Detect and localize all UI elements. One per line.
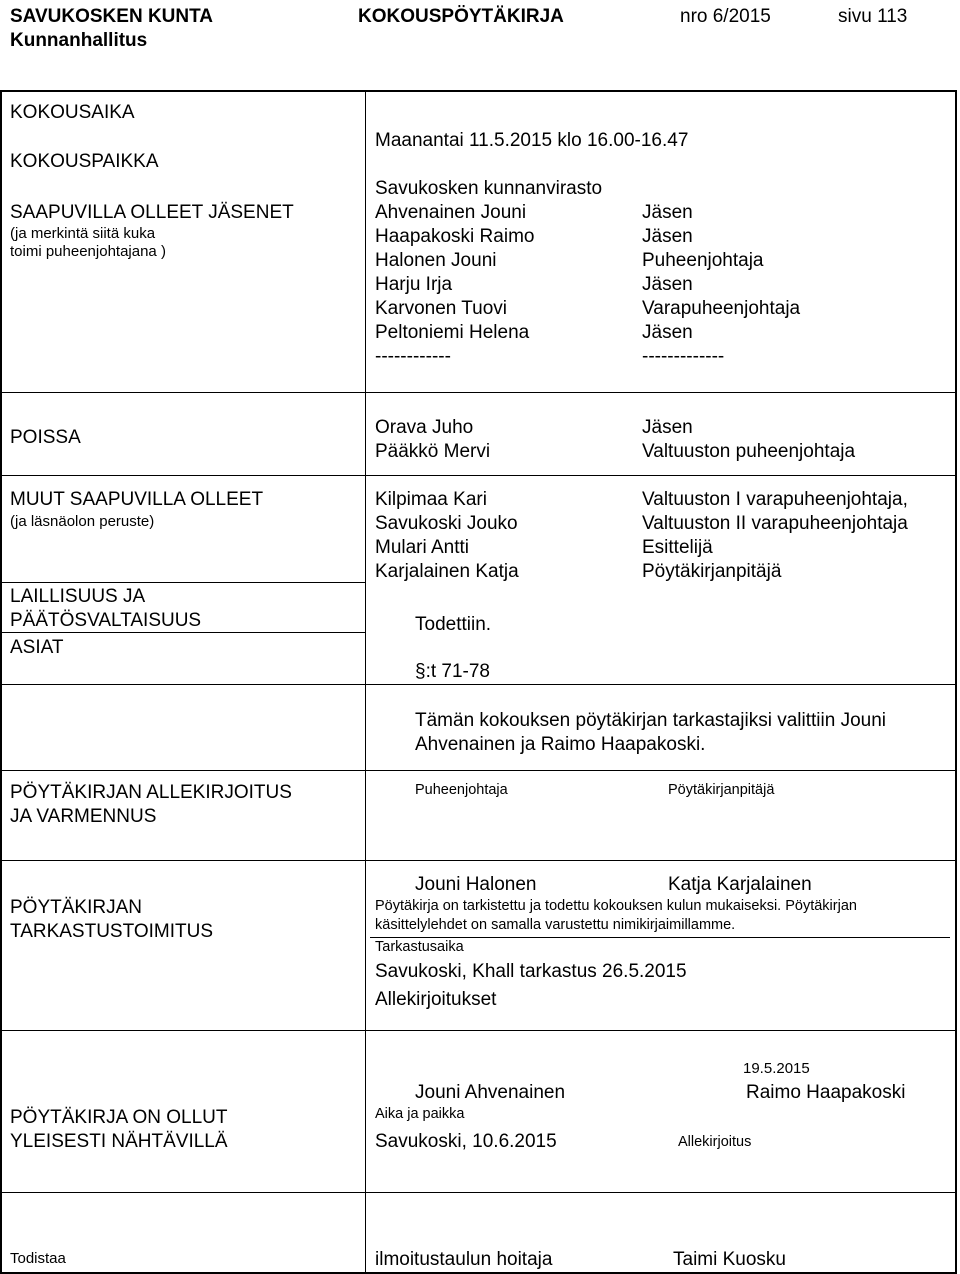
- present-members-label: SAAPUVILLA OLLEET JÄSENET: [10, 202, 294, 223]
- member-role: Varapuheenjohtaja: [642, 298, 801, 319]
- other-name: Kilpimaa Kari: [375, 489, 487, 510]
- divider-before-review: [0, 860, 957, 861]
- review-date: 19.5.2015: [743, 1060, 810, 1077]
- absent-role: Valtuuston puheenjohtaja: [642, 441, 856, 462]
- governing-body: Kunnanhallitus: [10, 30, 148, 51]
- divider-before-certify: [0, 1192, 957, 1193]
- chair-name: Jouni Halonen: [415, 874, 537, 895]
- secretary-name: Katja Karjalainen: [668, 874, 812, 895]
- signature-field-label: Allekirjoitus: [678, 1134, 752, 1150]
- absent-label: POISSA: [10, 427, 81, 448]
- meeting-place-label: KOKOUSPAIKKA: [10, 151, 159, 172]
- member-name: ------------: [375, 346, 451, 367]
- frame-left-line: [0, 90, 2, 1274]
- review-label: TARKASTUSTOIMITUS: [10, 921, 214, 942]
- absent-role: Jäsen: [642, 417, 693, 438]
- signature-label: JA VARMENNUS: [10, 806, 157, 827]
- other-role: Valtuuston II varapuheenjohtaja: [642, 513, 908, 534]
- other-role: Valtuuston I varapuheenjohtaja,: [642, 489, 908, 510]
- public-display-label: PÖYTÄKIRJA ON OLLUT: [10, 1107, 228, 1128]
- member-name: Karvonen Tuovi: [375, 298, 508, 319]
- member-name: Peltoniemi Helena: [375, 322, 530, 343]
- member-role: Jäsen: [642, 226, 693, 247]
- member-name: Harju Irja: [375, 274, 453, 295]
- member-role: Puheenjohtaja: [642, 250, 764, 271]
- divider-after-others: [0, 582, 366, 583]
- municipality-name: SAVUKOSKEN KUNTA: [10, 6, 214, 27]
- review-time-label: Tarkastusaika: [375, 939, 464, 955]
- others-present-note: (ja läsnäolon peruste): [10, 513, 155, 530]
- legality-value: Todettiin.: [415, 614, 492, 635]
- member-name: Haapakoski Raimo: [375, 226, 535, 247]
- certifier-role: ilmoitustaulun hoitaja: [375, 1249, 553, 1270]
- divider-after-absent: [0, 475, 957, 476]
- present-members-note: (ja merkintä siitä kuka: [10, 225, 156, 242]
- legality-label: PÄÄTÖSVALTAISUUS: [10, 610, 202, 631]
- reviewer-name: Raimo Haapakoski: [746, 1082, 906, 1103]
- signatures-label: Allekirjoitukset: [375, 989, 497, 1010]
- member-role: Jäsen: [642, 274, 693, 295]
- review-time-value: Savukoski, Khall tarkastus 26.5.2015: [375, 961, 687, 982]
- meeting-place-value: Savukosken kunnanvirasto: [375, 178, 603, 199]
- review-label: PÖYTÄKIRJAN: [10, 897, 142, 918]
- review-statement: Pöytäkirja on tarkistettu ja todettu kokouksen kulun mukaiseksi. Pöytäkirjan: [375, 898, 857, 914]
- reviewers-text: Tämän kokouksen pöytäkirjan tarkastajiksi valittiin Jouni: [415, 710, 886, 731]
- frame-top-line: [0, 90, 957, 92]
- matters-value: §:t 71-78: [415, 661, 490, 682]
- other-role: Esittelijä: [642, 537, 713, 558]
- matters-label: ASIAT: [10, 637, 64, 658]
- secretary-title: Pöytäkirjanpitäjä: [668, 782, 775, 798]
- meeting-time-label: KOKOUSAIKA: [10, 102, 135, 123]
- document-number: nro 6/2015: [680, 6, 771, 27]
- divider-after-matters: [0, 684, 957, 685]
- absent-name: Pääkkö Mervi: [375, 441, 491, 462]
- review-statement: käsittelylehdet on samalla varustettu nimikirjaimillamme.: [375, 917, 736, 933]
- member-name: Ahvenainen Jouni: [375, 202, 527, 223]
- frame-right-line: [955, 90, 957, 1274]
- other-role: Pöytäkirjanpitäjä: [642, 561, 782, 582]
- divider-after-legality: [0, 632, 366, 633]
- signature-label: PÖYTÄKIRJAN ALLEKIRJOITUS: [10, 782, 292, 803]
- column-divider: [365, 90, 366, 1274]
- review-statement-underline: [370, 937, 950, 938]
- reviewers-text: Ahvenainen ja Raimo Haapakoski.: [415, 734, 706, 755]
- page-number: sivu 113: [838, 6, 908, 27]
- absent-name: Orava Juho: [375, 417, 474, 438]
- present-members-note: toimi puheenjohtajana ): [10, 243, 166, 260]
- member-role: -------------: [642, 346, 725, 367]
- reviewer-name: Jouni Ahvenainen: [415, 1082, 566, 1103]
- member-role: Jäsen: [642, 202, 693, 223]
- certifier-name: Taimi Kuosku: [673, 1249, 786, 1270]
- public-display-label: YLEISESTI NÄHTÄVILLÄ: [10, 1131, 228, 1152]
- member-name: Halonen Jouni: [375, 250, 497, 271]
- place-time-label: Aika ja paikka: [375, 1106, 465, 1122]
- divider-after-members: [0, 392, 957, 393]
- divider-before-signature: [0, 770, 957, 771]
- legality-label: LAILLISUUS JA: [10, 586, 146, 607]
- other-name: Karjalainen Katja: [375, 561, 519, 582]
- document-type: KOKOUSPÖYTÄKIRJA: [358, 6, 564, 27]
- divider-before-public: [0, 1030, 957, 1031]
- certify-label: Todistaa: [10, 1250, 66, 1267]
- place-time-value: Savukoski, 10.6.2015: [375, 1131, 557, 1152]
- member-role: Jäsen: [642, 322, 693, 343]
- meeting-time-value: Maanantai 11.5.2015 klo 16.00-16.47: [375, 130, 689, 151]
- other-name: Mulari Antti: [375, 537, 469, 558]
- other-name: Savukoski Jouko: [375, 513, 518, 534]
- others-present-label: MUUT SAAPUVILLA OLLEET: [10, 489, 264, 510]
- chair-title: Puheenjohtaja: [415, 782, 508, 798]
